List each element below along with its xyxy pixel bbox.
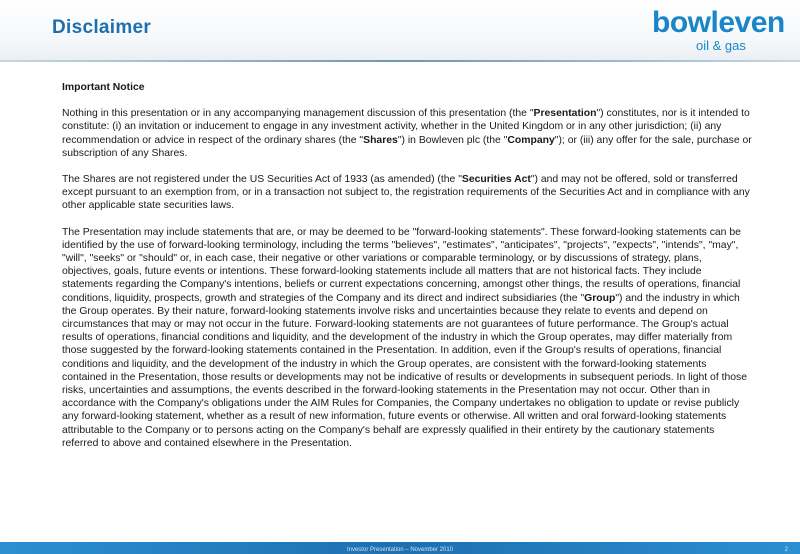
text-segment: The Shares are not registered under the US Securities Act of 1933 (as amended) (the " <box>62 174 462 186</box>
defined-term: Shares <box>363 134 398 146</box>
text-segment: ") constitutes, nor is it intended to constitute: (i) an invitation or inducement to engage in any investment activity, whether in the United Kingdom or in any other jurisdiction; (ii) any recommendation or advice in respect of the ordinary shares (the " <box>62 108 750 146</box>
text-segment: ") and the industry in which the Group operates. By their nature, forward-looking statements involve risks and uncertainties because they relate to events and depend on circumstances that may or may not occur in the future. Forward-looking statements are not guarantees of future performance. The Group's actual results of operations, financial conditions and liquidity, and the development of the industry in which the Group operates, may differ materially from those suggested by the forward-looking statements contained in the Presentation. In addition, even if the Group's results of operations, financial conditions and liquidity, and the development of the industry in which the Group operates, are consistent with the forward-looking statements contained in the Presentation, those results or developments may not be indicative of results or developments in subsequent periods. In light of those risks, uncertainties and assumptions, the events described in the forward-looking statements in the Presentation may not occur. Other than in accordance with the Company's obligations under the AIM Rules for Companies, the Company undertakes no obligation to update or revise publicly any forward-looking statement, whether as a result of new information, future events or otherwise. All written and oral forward-looking statements attributable to the Company or to persons acting on the Company's behalf are expressly qualified in their entirety by the cautionary statements referred to above and contained elsewhere in the Presentation. <box>62 292 748 449</box>
text-segment: "); or (iii) any offer for the sale, purchase or subscription of any Shares. <box>62 134 752 159</box>
text-segment: Nothing in this presentation or in any accompanying management discussion of this presentation (the " <box>62 108 534 120</box>
logo-tagline: oil & gas <box>696 38 746 53</box>
defined-term: Securities Act <box>461 174 531 186</box>
defined-term: Company <box>507 134 555 146</box>
slide-title: Disclaimer <box>52 17 152 38</box>
paragraph-securities-act <box>62 173 752 213</box>
text-segment: The Presentation may include statements that are, or may be deemed to be "forward-looking statements". These forward-looking statements can be identified by the use of forward-looking terminology, including the terms "believes", "estimates", "anticipates", "projects", "expects", "intends", "may", "will", "seeks" or "should" or, in each case, their negative or other variations or comparable terminology, or by discussions of strategy, plans, objectives, goals, future events or intentions. These forward-looking statements include all matters that are not historical facts. They include statements regarding the Company's intentions, beliefs or current expectations concerning, amongst other things, the results of operations, financial conditions, liquidity, prospects, growth and strategies of the Company and its direct and indirect subsidiaries (the " <box>62 226 741 304</box>
logo-wordmark: bowleven <box>652 6 785 39</box>
footer-caption: Investor Presentation – November 2010 <box>346 547 454 553</box>
slide-footer <box>0 536 800 554</box>
text-segment: ") in Bowleven plc (the " <box>397 134 508 146</box>
company-logo <box>652 6 792 58</box>
disclaimer-body <box>62 81 752 463</box>
text-segment: ") and may not be offered, sold or transferred except pursuant to an exemption from, or in a transaction not subject to, the registration requirements of the Securities Act and in compliance with any other applicable state securities laws. <box>62 174 750 212</box>
defined-term: Presentation <box>533 108 597 120</box>
paragraph-presentation <box>62 107 752 160</box>
defined-term: Group <box>584 292 616 304</box>
paragraph-forward-looking <box>62 226 752 450</box>
page-number: 2 <box>784 547 788 553</box>
notice-heading: Important Notice <box>62 82 145 93</box>
footer-bar <box>0 542 800 554</box>
header-divider <box>0 60 800 62</box>
